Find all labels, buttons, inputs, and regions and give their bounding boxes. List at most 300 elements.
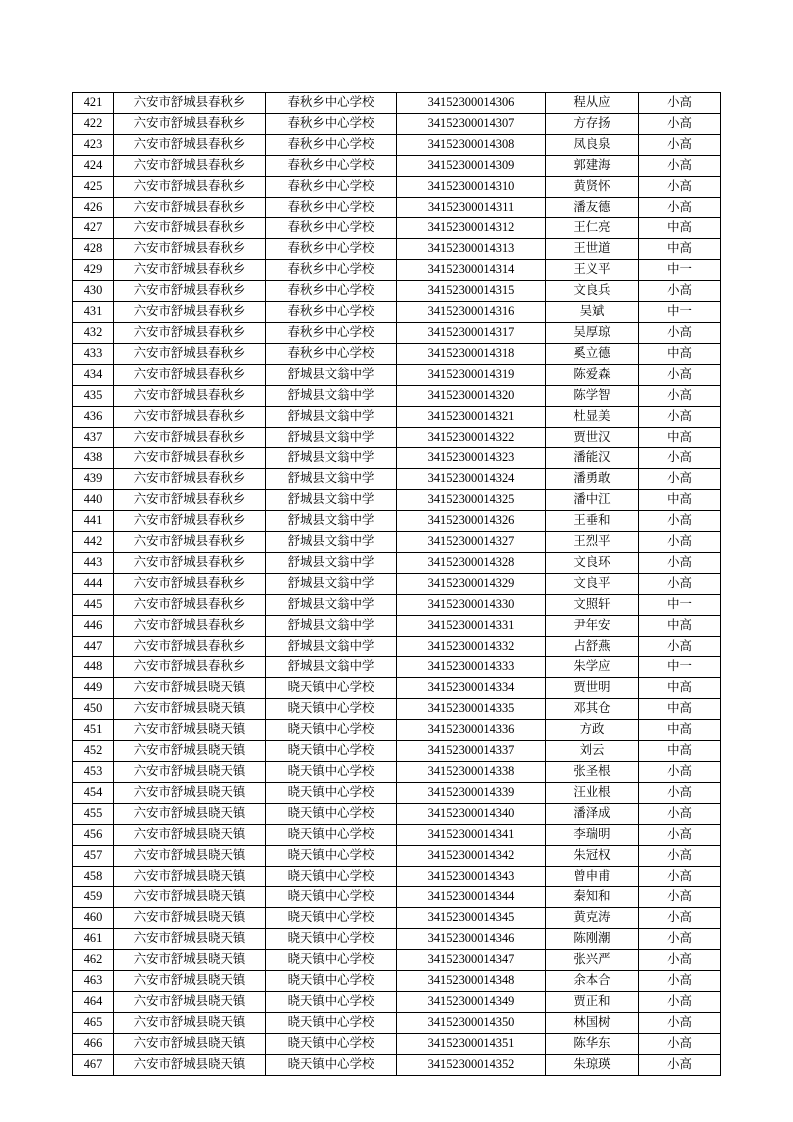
cell-region: 六安市舒城县春秋乡 — [114, 490, 266, 511]
cell-region: 六安市舒城县春秋乡 — [114, 218, 266, 239]
cell-title-level: 小高 — [639, 845, 721, 866]
cell-person-name: 林国树 — [546, 1012, 639, 1033]
cell-region: 六安市舒城县晓天镇 — [114, 1054, 266, 1075]
cell-title-level: 中高 — [639, 490, 721, 511]
cell-person-name: 陈学智 — [546, 385, 639, 406]
cell-school: 舒城县文翁中学 — [266, 657, 397, 678]
cell-school: 舒城县文翁中学 — [266, 594, 397, 615]
cell-sequence: 451 — [73, 720, 114, 741]
cell-person-name: 潘勇敢 — [546, 469, 639, 490]
cell-school: 晓天镇中心学校 — [266, 803, 397, 824]
cell-region: 六安市舒城县春秋乡 — [114, 364, 266, 385]
cell-certificate-number: 34152300014334 — [397, 678, 546, 699]
cell-certificate-number: 34152300014323 — [397, 448, 546, 469]
table-row — [73, 824, 721, 845]
cell-sequence: 430 — [73, 281, 114, 302]
cell-person-name: 朱学应 — [546, 657, 639, 678]
table-row — [73, 971, 721, 992]
cell-school: 舒城县文翁中学 — [266, 636, 397, 657]
cell-region: 六安市舒城县春秋乡 — [114, 511, 266, 532]
cell-certificate-number: 34152300014336 — [397, 720, 546, 741]
cell-region: 六安市舒城县春秋乡 — [114, 113, 266, 134]
cell-certificate-number: 34152300014331 — [397, 615, 546, 636]
cell-region: 六安市舒城县春秋乡 — [114, 594, 266, 615]
cell-region: 六安市舒城县晓天镇 — [114, 887, 266, 908]
cell-school: 春秋乡中心学校 — [266, 239, 397, 260]
cell-person-name: 刘云 — [546, 741, 639, 762]
cell-region: 六安市舒城县晓天镇 — [114, 845, 266, 866]
table-row — [73, 699, 721, 720]
cell-region: 六安市舒城县晓天镇 — [114, 908, 266, 929]
cell-certificate-number: 34152300014335 — [397, 699, 546, 720]
cell-sequence: 452 — [73, 741, 114, 762]
cell-school: 春秋乡中心学校 — [266, 93, 397, 114]
cell-sequence: 424 — [73, 155, 114, 176]
cell-certificate-number: 34152300014346 — [397, 929, 546, 950]
table-row — [73, 1033, 721, 1054]
cell-title-level: 中一 — [639, 302, 721, 323]
cell-region: 六安市舒城县春秋乡 — [114, 448, 266, 469]
cell-title-level: 中一 — [639, 594, 721, 615]
cell-title-level: 小高 — [639, 573, 721, 594]
cell-school: 晓天镇中心学校 — [266, 866, 397, 887]
cell-person-name: 邓其仓 — [546, 699, 639, 720]
cell-title-level: 小高 — [639, 803, 721, 824]
cell-region: 六安市舒城县晓天镇 — [114, 1033, 266, 1054]
cell-region: 六安市舒城县晓天镇 — [114, 803, 266, 824]
cell-sequence: 432 — [73, 322, 114, 343]
cell-region: 六安市舒城县晓天镇 — [114, 720, 266, 741]
cell-person-name: 黄克涛 — [546, 908, 639, 929]
cell-sequence: 453 — [73, 762, 114, 783]
cell-title-level: 小高 — [639, 991, 721, 1012]
cell-sequence: 440 — [73, 490, 114, 511]
cell-school: 舒城县文翁中学 — [266, 385, 397, 406]
cell-certificate-number: 34152300014312 — [397, 218, 546, 239]
table-row — [73, 469, 721, 490]
cell-title-level: 小高 — [639, 782, 721, 803]
cell-certificate-number: 34152300014310 — [397, 176, 546, 197]
cell-title-level: 小高 — [639, 113, 721, 134]
cell-title-level: 小高 — [639, 929, 721, 950]
cell-certificate-number: 34152300014315 — [397, 281, 546, 302]
table-row — [73, 782, 721, 803]
cell-person-name: 汪业根 — [546, 782, 639, 803]
cell-person-name: 陈华东 — [546, 1033, 639, 1054]
cell-region: 六安市舒城县春秋乡 — [114, 406, 266, 427]
cell-certificate-number: 34152300014337 — [397, 741, 546, 762]
cell-region: 六安市舒城县晓天镇 — [114, 971, 266, 992]
cell-region: 六安市舒城县晓天镇 — [114, 866, 266, 887]
table-row — [73, 406, 721, 427]
cell-person-name: 郭建海 — [546, 155, 639, 176]
cell-school: 晓天镇中心学校 — [266, 782, 397, 803]
cell-person-name: 余本合 — [546, 971, 639, 992]
table-row — [73, 762, 721, 783]
cell-region: 六安市舒城县春秋乡 — [114, 573, 266, 594]
cell-region: 六安市舒城县春秋乡 — [114, 176, 266, 197]
cell-sequence: 438 — [73, 448, 114, 469]
table-row — [73, 991, 721, 1012]
cell-title-level: 小高 — [639, 134, 721, 155]
cell-school: 舒城县文翁中学 — [266, 469, 397, 490]
cell-region: 六安市舒城县春秋乡 — [114, 134, 266, 155]
roster-table-container — [72, 92, 720, 1076]
cell-person-name: 方政 — [546, 720, 639, 741]
cell-school: 春秋乡中心学校 — [266, 260, 397, 281]
cell-person-name: 潘能汉 — [546, 448, 639, 469]
cell-sequence: 460 — [73, 908, 114, 929]
cell-school: 晓天镇中心学校 — [266, 720, 397, 741]
cell-title-level: 小高 — [639, 176, 721, 197]
cell-person-name: 张兴严 — [546, 950, 639, 971]
cell-person-name: 杜显美 — [546, 406, 639, 427]
cell-title-level: 小高 — [639, 866, 721, 887]
cell-certificate-number: 34152300014317 — [397, 322, 546, 343]
table-row — [73, 908, 721, 929]
cell-certificate-number: 34152300014311 — [397, 197, 546, 218]
cell-school: 舒城县文翁中学 — [266, 511, 397, 532]
cell-sequence: 465 — [73, 1012, 114, 1033]
cell-title-level: 小高 — [639, 511, 721, 532]
cell-certificate-number: 34152300014307 — [397, 113, 546, 134]
cell-certificate-number: 34152300014324 — [397, 469, 546, 490]
table-row — [73, 720, 721, 741]
cell-certificate-number: 34152300014309 — [397, 155, 546, 176]
cell-certificate-number: 34152300014342 — [397, 845, 546, 866]
cell-sequence: 441 — [73, 511, 114, 532]
cell-school: 晓天镇中心学校 — [266, 1012, 397, 1033]
cell-sequence: 466 — [73, 1033, 114, 1054]
table-row — [73, 490, 721, 511]
cell-title-level: 小高 — [639, 322, 721, 343]
cell-person-name: 奚立德 — [546, 343, 639, 364]
table-row — [73, 552, 721, 573]
cell-title-level: 小高 — [639, 762, 721, 783]
cell-sequence: 454 — [73, 782, 114, 803]
table-row — [73, 741, 721, 762]
cell-person-name: 方存扬 — [546, 113, 639, 134]
cell-title-level: 中一 — [639, 260, 721, 281]
cell-school: 晓天镇中心学校 — [266, 887, 397, 908]
cell-school: 晓天镇中心学校 — [266, 741, 397, 762]
cell-school: 晓天镇中心学校 — [266, 950, 397, 971]
cell-region: 六安市舒城县春秋乡 — [114, 427, 266, 448]
cell-certificate-number: 34152300014341 — [397, 824, 546, 845]
cell-title-level: 小高 — [639, 281, 721, 302]
cell-school: 春秋乡中心学校 — [266, 134, 397, 155]
cell-title-level: 小高 — [639, 950, 721, 971]
cell-title-level: 中高 — [639, 699, 721, 720]
cell-school: 晓天镇中心学校 — [266, 845, 397, 866]
cell-school: 舒城县文翁中学 — [266, 427, 397, 448]
cell-region: 六安市舒城县春秋乡 — [114, 93, 266, 114]
cell-certificate-number: 34152300014349 — [397, 991, 546, 1012]
table-row — [73, 887, 721, 908]
cell-sequence: 423 — [73, 134, 114, 155]
cell-school: 舒城县文翁中学 — [266, 615, 397, 636]
cell-certificate-number: 34152300014308 — [397, 134, 546, 155]
table-row — [73, 845, 721, 866]
cell-person-name: 文良环 — [546, 552, 639, 573]
cell-person-name: 黄贤怀 — [546, 176, 639, 197]
table-row — [73, 281, 721, 302]
cell-certificate-number: 34152300014316 — [397, 302, 546, 323]
cell-title-level: 小高 — [639, 448, 721, 469]
cell-school: 春秋乡中心学校 — [266, 343, 397, 364]
cell-person-name: 凤良泉 — [546, 134, 639, 155]
cell-person-name: 吴斌 — [546, 302, 639, 323]
cell-person-name: 贾正和 — [546, 991, 639, 1012]
cell-certificate-number: 34152300014351 — [397, 1033, 546, 1054]
cell-person-name: 曾申甫 — [546, 866, 639, 887]
cell-school: 舒城县文翁中学 — [266, 532, 397, 553]
cell-school: 春秋乡中心学校 — [266, 176, 397, 197]
cell-person-name: 朱琼瑛 — [546, 1054, 639, 1075]
cell-certificate-number: 34152300014350 — [397, 1012, 546, 1033]
cell-title-level: 中高 — [639, 427, 721, 448]
cell-person-name: 潘中江 — [546, 490, 639, 511]
cell-certificate-number: 34152300014344 — [397, 887, 546, 908]
cell-region: 六安市舒城县晓天镇 — [114, 1012, 266, 1033]
cell-certificate-number: 34152300014318 — [397, 343, 546, 364]
table-row — [73, 113, 721, 134]
cell-region: 六安市舒城县春秋乡 — [114, 615, 266, 636]
cell-person-name: 张圣根 — [546, 762, 639, 783]
cell-certificate-number: 34152300014345 — [397, 908, 546, 929]
cell-person-name: 李瑞明 — [546, 824, 639, 845]
table-row — [73, 427, 721, 448]
table-row — [73, 343, 721, 364]
cell-sequence: 445 — [73, 594, 114, 615]
cell-person-name: 陈爱森 — [546, 364, 639, 385]
cell-sequence: 461 — [73, 929, 114, 950]
cell-sequence: 421 — [73, 93, 114, 114]
cell-sequence: 467 — [73, 1054, 114, 1075]
cell-sequence: 448 — [73, 657, 114, 678]
cell-sequence: 435 — [73, 385, 114, 406]
cell-title-level: 小高 — [639, 1054, 721, 1075]
cell-school: 晓天镇中心学校 — [266, 971, 397, 992]
cell-sequence: 458 — [73, 866, 114, 887]
cell-person-name: 贾世明 — [546, 678, 639, 699]
cell-region: 六安市舒城县春秋乡 — [114, 239, 266, 260]
table-row — [73, 322, 721, 343]
cell-title-level: 中高 — [639, 720, 721, 741]
cell-region: 六安市舒城县春秋乡 — [114, 385, 266, 406]
cell-title-level: 中高 — [639, 343, 721, 364]
cell-certificate-number: 34152300014347 — [397, 950, 546, 971]
cell-person-name: 王仁亮 — [546, 218, 639, 239]
cell-sequence: 437 — [73, 427, 114, 448]
cell-person-name: 文良平 — [546, 573, 639, 594]
cell-region: 六安市舒城县春秋乡 — [114, 469, 266, 490]
cell-school: 晓天镇中心学校 — [266, 929, 397, 950]
cell-person-name: 尹年安 — [546, 615, 639, 636]
cell-person-name: 潘友德 — [546, 197, 639, 218]
cell-region: 六安市舒城县春秋乡 — [114, 657, 266, 678]
table-row — [73, 1054, 721, 1075]
cell-sequence: 427 — [73, 218, 114, 239]
cell-certificate-number: 34152300014332 — [397, 636, 546, 657]
table-row — [73, 239, 721, 260]
cell-certificate-number: 34152300014333 — [397, 657, 546, 678]
cell-region: 六安市舒城县晓天镇 — [114, 991, 266, 1012]
cell-school: 舒城县文翁中学 — [266, 448, 397, 469]
cell-person-name: 吴厚琼 — [546, 322, 639, 343]
table-row — [73, 950, 721, 971]
cell-sequence: 446 — [73, 615, 114, 636]
cell-title-level: 中高 — [639, 741, 721, 762]
cell-school: 春秋乡中心学校 — [266, 302, 397, 323]
cell-title-level: 小高 — [639, 364, 721, 385]
cell-region: 六安市舒城县晓天镇 — [114, 678, 266, 699]
table-row — [73, 364, 721, 385]
cell-person-name: 王义平 — [546, 260, 639, 281]
cell-sequence: 439 — [73, 469, 114, 490]
table-row — [73, 929, 721, 950]
cell-certificate-number: 34152300014320 — [397, 385, 546, 406]
cell-region: 六安市舒城县晓天镇 — [114, 824, 266, 845]
cell-person-name: 潘泽成 — [546, 803, 639, 824]
roster-table-body — [73, 93, 721, 1076]
cell-school: 春秋乡中心学校 — [266, 197, 397, 218]
table-row — [73, 678, 721, 699]
cell-title-level: 小高 — [639, 636, 721, 657]
cell-person-name: 文照轩 — [546, 594, 639, 615]
table-row — [73, 385, 721, 406]
cell-person-name: 王垂和 — [546, 511, 639, 532]
cell-person-name: 文良兵 — [546, 281, 639, 302]
table-row — [73, 511, 721, 532]
table-row — [73, 155, 721, 176]
cell-title-level: 小高 — [639, 469, 721, 490]
cell-sequence: 449 — [73, 678, 114, 699]
table-row — [73, 197, 721, 218]
cell-region: 六安市舒城县晓天镇 — [114, 762, 266, 783]
cell-region: 六安市舒城县春秋乡 — [114, 343, 266, 364]
cell-person-name: 占舒燕 — [546, 636, 639, 657]
cell-certificate-number: 34152300014326 — [397, 511, 546, 532]
cell-person-name: 朱冠权 — [546, 845, 639, 866]
cell-title-level: 小高 — [639, 93, 721, 114]
cell-title-level: 小高 — [639, 155, 721, 176]
cell-region: 六安市舒城县晓天镇 — [114, 699, 266, 720]
cell-school: 春秋乡中心学校 — [266, 322, 397, 343]
cell-certificate-number: 34152300014340 — [397, 803, 546, 824]
cell-title-level: 小高 — [639, 385, 721, 406]
cell-certificate-number: 34152300014330 — [397, 594, 546, 615]
table-row — [73, 594, 721, 615]
table-row — [73, 260, 721, 281]
cell-sequence: 455 — [73, 803, 114, 824]
cell-sequence: 464 — [73, 991, 114, 1012]
table-row — [73, 615, 721, 636]
cell-sequence: 442 — [73, 532, 114, 553]
table-row — [73, 1012, 721, 1033]
cell-certificate-number: 34152300014321 — [397, 406, 546, 427]
cell-person-name: 王世道 — [546, 239, 639, 260]
cell-region: 六安市舒城县晓天镇 — [114, 741, 266, 762]
cell-school: 晓天镇中心学校 — [266, 699, 397, 720]
cell-sequence: 456 — [73, 824, 114, 845]
cell-certificate-number: 34152300014325 — [397, 490, 546, 511]
cell-certificate-number: 34152300014339 — [397, 782, 546, 803]
cell-certificate-number: 34152300014327 — [397, 532, 546, 553]
cell-person-name: 贾世汉 — [546, 427, 639, 448]
cell-school: 晓天镇中心学校 — [266, 908, 397, 929]
cell-sequence: 422 — [73, 113, 114, 134]
cell-school: 晓天镇中心学校 — [266, 1054, 397, 1075]
cell-school: 晓天镇中心学校 — [266, 762, 397, 783]
table-row — [73, 532, 721, 553]
cell-school: 晓天镇中心学校 — [266, 824, 397, 845]
cell-region: 六安市舒城县春秋乡 — [114, 302, 266, 323]
cell-title-level: 中一 — [639, 657, 721, 678]
cell-certificate-number: 34152300014348 — [397, 971, 546, 992]
cell-sequence: 429 — [73, 260, 114, 281]
cell-sequence: 447 — [73, 636, 114, 657]
cell-title-level: 小高 — [639, 1033, 721, 1054]
cell-title-level: 小高 — [639, 197, 721, 218]
table-row — [73, 176, 721, 197]
table-row — [73, 866, 721, 887]
cell-region: 六安市舒城县春秋乡 — [114, 322, 266, 343]
cell-person-name: 王烈平 — [546, 532, 639, 553]
cell-certificate-number: 34152300014319 — [397, 364, 546, 385]
cell-sequence: 459 — [73, 887, 114, 908]
cell-region: 六安市舒城县春秋乡 — [114, 281, 266, 302]
table-row — [73, 302, 721, 323]
cell-title-level: 小高 — [639, 971, 721, 992]
cell-sequence: 428 — [73, 239, 114, 260]
cell-title-level: 小高 — [639, 887, 721, 908]
cell-person-name: 程从应 — [546, 93, 639, 114]
cell-title-level: 小高 — [639, 552, 721, 573]
cell-title-level: 中高 — [639, 678, 721, 699]
cell-sequence: 443 — [73, 552, 114, 573]
cell-region: 六安市舒城县春秋乡 — [114, 260, 266, 281]
cell-sequence: 431 — [73, 302, 114, 323]
cell-school: 晓天镇中心学校 — [266, 991, 397, 1012]
cell-sequence: 436 — [73, 406, 114, 427]
cell-school: 春秋乡中心学校 — [266, 113, 397, 134]
cell-school: 晓天镇中心学校 — [266, 678, 397, 699]
cell-certificate-number: 34152300014306 — [397, 93, 546, 114]
cell-school: 春秋乡中心学校 — [266, 281, 397, 302]
cell-title-level: 小高 — [639, 532, 721, 553]
cell-certificate-number: 34152300014328 — [397, 552, 546, 573]
cell-title-level: 小高 — [639, 908, 721, 929]
cell-sequence: 425 — [73, 176, 114, 197]
cell-school: 春秋乡中心学校 — [266, 155, 397, 176]
cell-school: 舒城县文翁中学 — [266, 364, 397, 385]
table-row — [73, 657, 721, 678]
cell-school: 舒城县文翁中学 — [266, 490, 397, 511]
cell-certificate-number: 34152300014329 — [397, 573, 546, 594]
cell-title-level: 中高 — [639, 615, 721, 636]
cell-certificate-number: 34152300014352 — [397, 1054, 546, 1075]
roster-table — [72, 92, 721, 1076]
cell-person-name: 秦知和 — [546, 887, 639, 908]
cell-region: 六安市舒城县晓天镇 — [114, 929, 266, 950]
cell-certificate-number: 34152300014314 — [397, 260, 546, 281]
cell-certificate-number: 34152300014322 — [397, 427, 546, 448]
table-row — [73, 573, 721, 594]
table-row — [73, 218, 721, 239]
cell-sequence: 457 — [73, 845, 114, 866]
cell-region: 六安市舒城县春秋乡 — [114, 636, 266, 657]
